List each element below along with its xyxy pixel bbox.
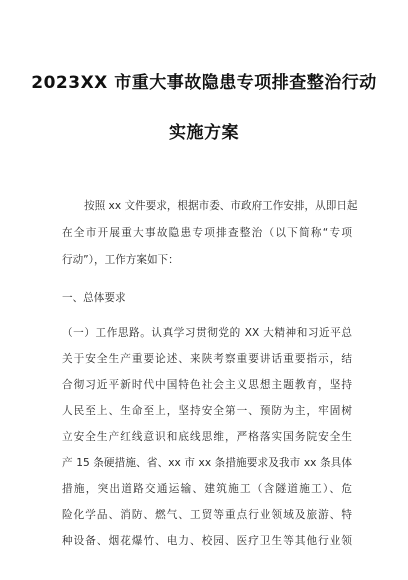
document-title-line-1: 2023XX 市重大事故隐患专项排查整治行动 bbox=[31, 73, 377, 93]
document-title-line-2: 实施方案 bbox=[169, 123, 239, 143]
body-line-9: 种设备、烟花爆竹、电力、校园、医疗卫生等其他行业领 bbox=[62, 535, 352, 547]
section-heading: 一、总体要求 bbox=[62, 292, 126, 304]
body-line-7: 措施，突出道路交通运输、建筑施工（含隧道施工）、危 bbox=[62, 483, 352, 495]
body-line-3: 合彻习近平新时代中国特色社会主义思想主题教育，坚持 bbox=[62, 379, 352, 391]
intro-line-3: 行动”），工作方案如下： bbox=[62, 254, 179, 266]
intro-line-2: 在全市开展重大事故隐患专项排查整治（以下简称“专项 bbox=[62, 227, 352, 239]
intro-line-1: 按照 xx 文件要求，根据市委、市政府工作安排，从即日起 bbox=[84, 200, 358, 212]
body-line-6: 产 15 条硬措施、省、xx 市 xx 条措施要求及我市 xx 条具体 bbox=[62, 457, 352, 469]
body-line-5: 立安全生产红线意识和底线思维，严格落实国务院安全生 bbox=[62, 431, 352, 443]
body-line-4: 人民至上、生命至上，坚持安全第一、预防为主，牢固树 bbox=[62, 405, 352, 417]
body-line-2: 关于安全生产重要论述、来陕考察重要讲话重要指示，结 bbox=[62, 353, 352, 365]
body-line-8: 险化学品、消防、燃气、工贸等重点行业领域及旅游、特 bbox=[62, 509, 352, 521]
body-line-1: （一）工作思路。认真学习贯彻党的 XX 大精神和习近平总 bbox=[62, 327, 352, 339]
